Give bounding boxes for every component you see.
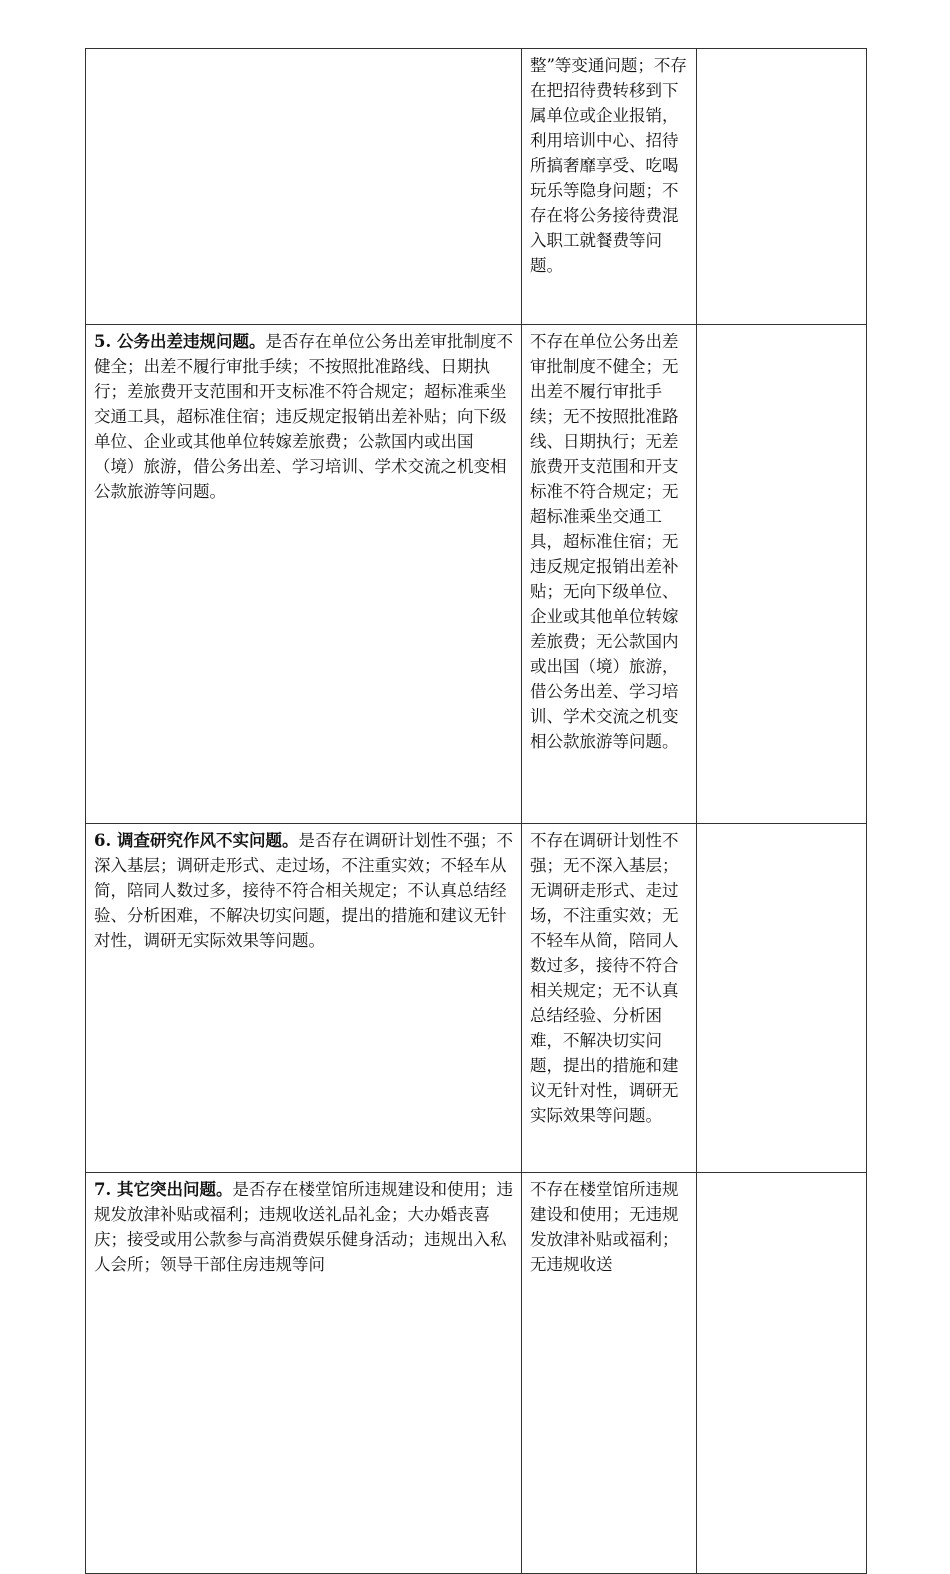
issue-number: 6. — [94, 831, 117, 850]
issue-number: 5. — [94, 332, 117, 351]
note-cell — [697, 1173, 867, 1574]
finding-cell: 整”等变通问题；不存在把招待费转移到下属单位或企业报销，利用培训中心、招待所搞奢靡享受、吃喝玩乐等隐身问题；不存在将公务接待费混入职工就餐费等问题。 — [522, 49, 697, 325]
issue-number: 7. — [94, 1180, 117, 1199]
note-cell — [697, 325, 867, 824]
issue-title: 其它突出问题。 — [116, 1180, 233, 1199]
issue-cell — [86, 49, 522, 325]
issue-title: 公务出差违规问题。 — [116, 332, 266, 351]
table-row — [86, 824, 867, 1173]
issue-cell — [86, 325, 522, 824]
issue-cell — [86, 824, 522, 1173]
note-cell — [697, 49, 867, 325]
table-row — [86, 49, 867, 325]
finding-cell: 不存在单位公务出差审批制度不健全；无出差不履行审批手续；无不按照批准路线、日期执行；无差旅费开支范围和开支标准不符合规定；无超标准乘坐交通工具，超标准住宿；无违反规定报销出差补贴；无向下级单位、企业或其他单位转嫁差旅费；无公款国内或出国（境）旅游，借公务出差、学习培训、学术交流之机变相公款旅游等问题。 — [522, 325, 697, 824]
table-row — [86, 325, 867, 824]
issue-cell — [86, 1173, 522, 1574]
finding-cell: 不存在楼堂馆所违规建设和使用；无违规发放津补贴或福利；无违规收送 — [522, 1173, 697, 1574]
issue-title: 调查研究作风不实问题。 — [116, 831, 299, 850]
finding-cell: 不存在调研计划性不强；无不深入基层；无调研走形式、走过场，不注重实效；无不轻车从简，陪同人数过多，接待不符合相关规定；无不认真总结经验、分析困难，不解决切实问题，提出的措施和建议无针对性，调研无实际效果等问题。 — [522, 824, 697, 1173]
table-row — [86, 1173, 867, 1574]
note-cell — [697, 824, 867, 1173]
issue-description: 是否存在楼堂馆所违规建设和使用；违规发放津补贴或福利；违规收送礼品礼金；大办婚丧喜庆；接受或用公款参与高消费娱乐健身活动；违规出入私人会所；领导干部住房违规等问 — [94, 1180, 513, 1274]
issue-description: 是否存在调研计划性不强；不深入基层；调研走形式、走过场，不注重实效；不轻车从简，陪同人数过多，接待不符合相关规定；不认真总结经验、分析困难，不解决切实问题，提出的措施和建议无针对性，调研无实际效果等问题。 — [94, 831, 513, 950]
issue-description: 是否存在单位公务出差审批制度不健全；出差不履行审批手续；不按照批准路线、日期执行；差旅费开支范围和开支标准不符合规定；超标准乘坐交通工具，超标准住宿；违反规定报销出差补贴；向下级单位、企业或其他单位转嫁差旅费；公款国内或出国（境）旅游，借公务出差、学习培训、学术交流之机变相公款旅游等问题。 — [94, 332, 513, 501]
inspection-table — [85, 48, 867, 1574]
